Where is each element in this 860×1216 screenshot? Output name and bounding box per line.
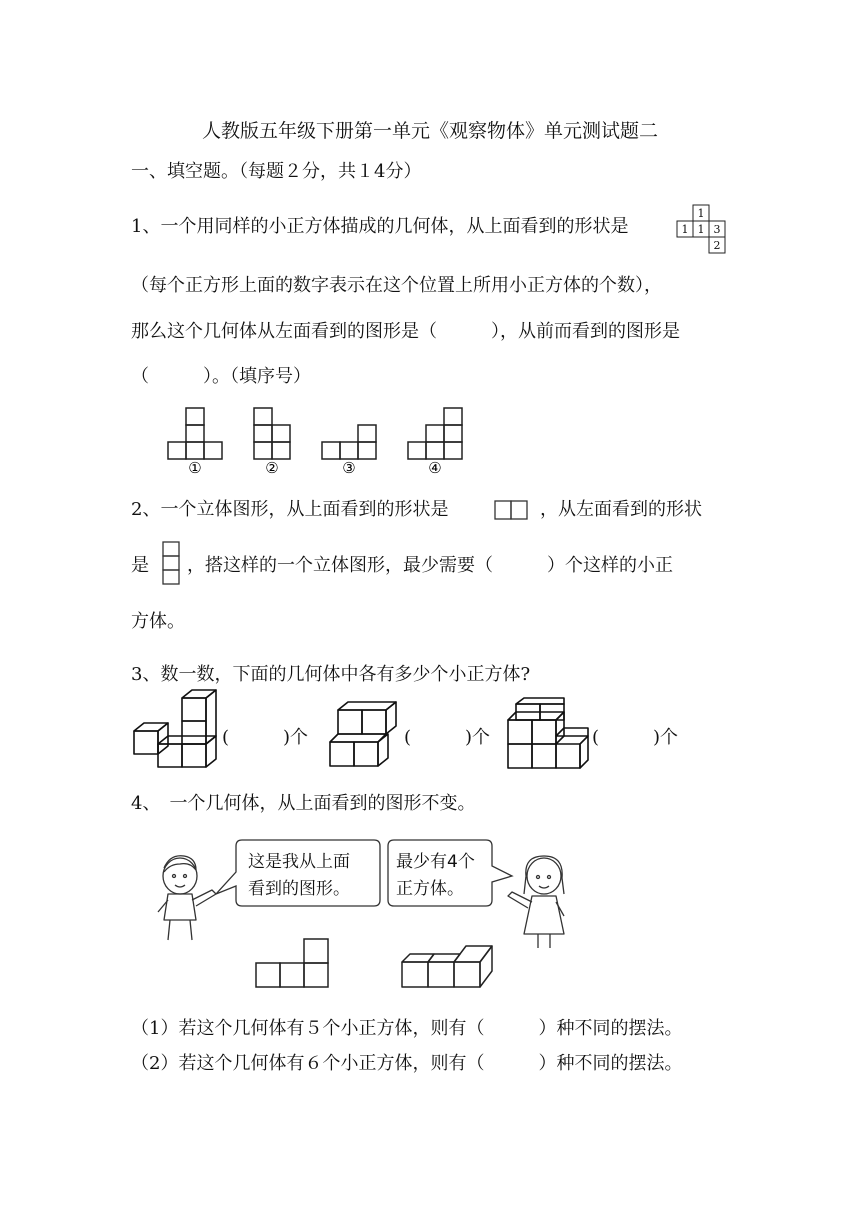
page-title: 人教版五年级下册第一单元《观察物体》单元测试题二 <box>201 120 658 142</box>
section-heading: 一、填空题。（每题２分，共１4分） <box>131 161 422 182</box>
top-view-number: 2 <box>713 239 721 252</box>
girl-bubble-line2: 正方体。 <box>396 879 464 899</box>
q3-line1: 3、数一数，下面的几何体中各有多少个小正方体? <box>131 664 531 685</box>
top-view-number: 3 <box>713 223 721 236</box>
q1-line1: 1、一个用同样的小正方体描成的几何体，从上面看到的形状是 <box>131 216 629 237</box>
q3-blank-3: ( )个 <box>592 727 679 748</box>
option-label: ② <box>265 459 279 477</box>
q1-line2: （每个正方形上面的数字表示在这个位置上所用小正方体的个数）， <box>131 275 662 296</box>
q4-sub2: （2）若这个几何体有６个小正方体，则有（ ）种不同的摆法。 <box>131 1053 683 1074</box>
q1-line4: （ ）。（填序号） <box>131 366 311 387</box>
q2-line1b: ，从左面看到的形状 <box>540 499 702 520</box>
q2-line3: 方体。 <box>131 611 185 632</box>
option-figure-4 <box>406 406 466 476</box>
q3-blank-1: ( )个 <box>222 727 309 748</box>
cube-figure-3 <box>506 696 596 772</box>
option-figure-1 <box>166 406 226 476</box>
q2-top-view-figure <box>494 500 530 522</box>
option-label: ③ <box>342 459 356 477</box>
q4-cube-figure <box>400 942 500 992</box>
q2-line2a: 是 <box>131 555 149 576</box>
q2-line1a: 2、一个立体图形，从上面看到的形状是 <box>131 499 449 520</box>
top-view-number: 1 <box>697 207 705 220</box>
option-figure-3 <box>320 406 380 476</box>
q1-line3: 那么这个几何体从左面看到的图形是（ ），从前而看到的图形是 <box>131 321 680 342</box>
q4-line1: 4、 一个几何体，从上面看到的图形不变。 <box>131 793 476 814</box>
top-view-figure <box>677 204 727 258</box>
cube-figure-2 <box>326 696 406 771</box>
girl-speech-bubble <box>386 836 516 912</box>
top-view-number: 1 <box>681 223 689 236</box>
option-label: ① <box>188 459 202 477</box>
girl-illustration <box>498 850 578 950</box>
girl-bubble-line1: 最少有4个 <box>396 852 475 872</box>
q4-sub1: （1）若这个几何体有５个小正方体，则有（ ）种不同的摆法。 <box>131 1018 683 1039</box>
option-figure-2 <box>252 406 302 476</box>
top-view-number: 1 <box>697 223 705 236</box>
q2-left-view-figure <box>161 541 183 587</box>
boy-speech-bubble <box>204 836 384 912</box>
cube-figure-1 <box>132 696 222 771</box>
q3-blank-2: ( )个 <box>404 727 491 748</box>
boy-bubble-line1: 这是我从上面 <box>248 852 350 872</box>
option-label: ④ <box>428 459 442 477</box>
q4-top-view-figure <box>254 935 334 991</box>
boy-bubble-line2: 看到的图形。 <box>248 879 350 899</box>
q2-line2b: ，搭这样的一个立体图形，最少需要（ ）个这样的小正 <box>187 555 673 576</box>
